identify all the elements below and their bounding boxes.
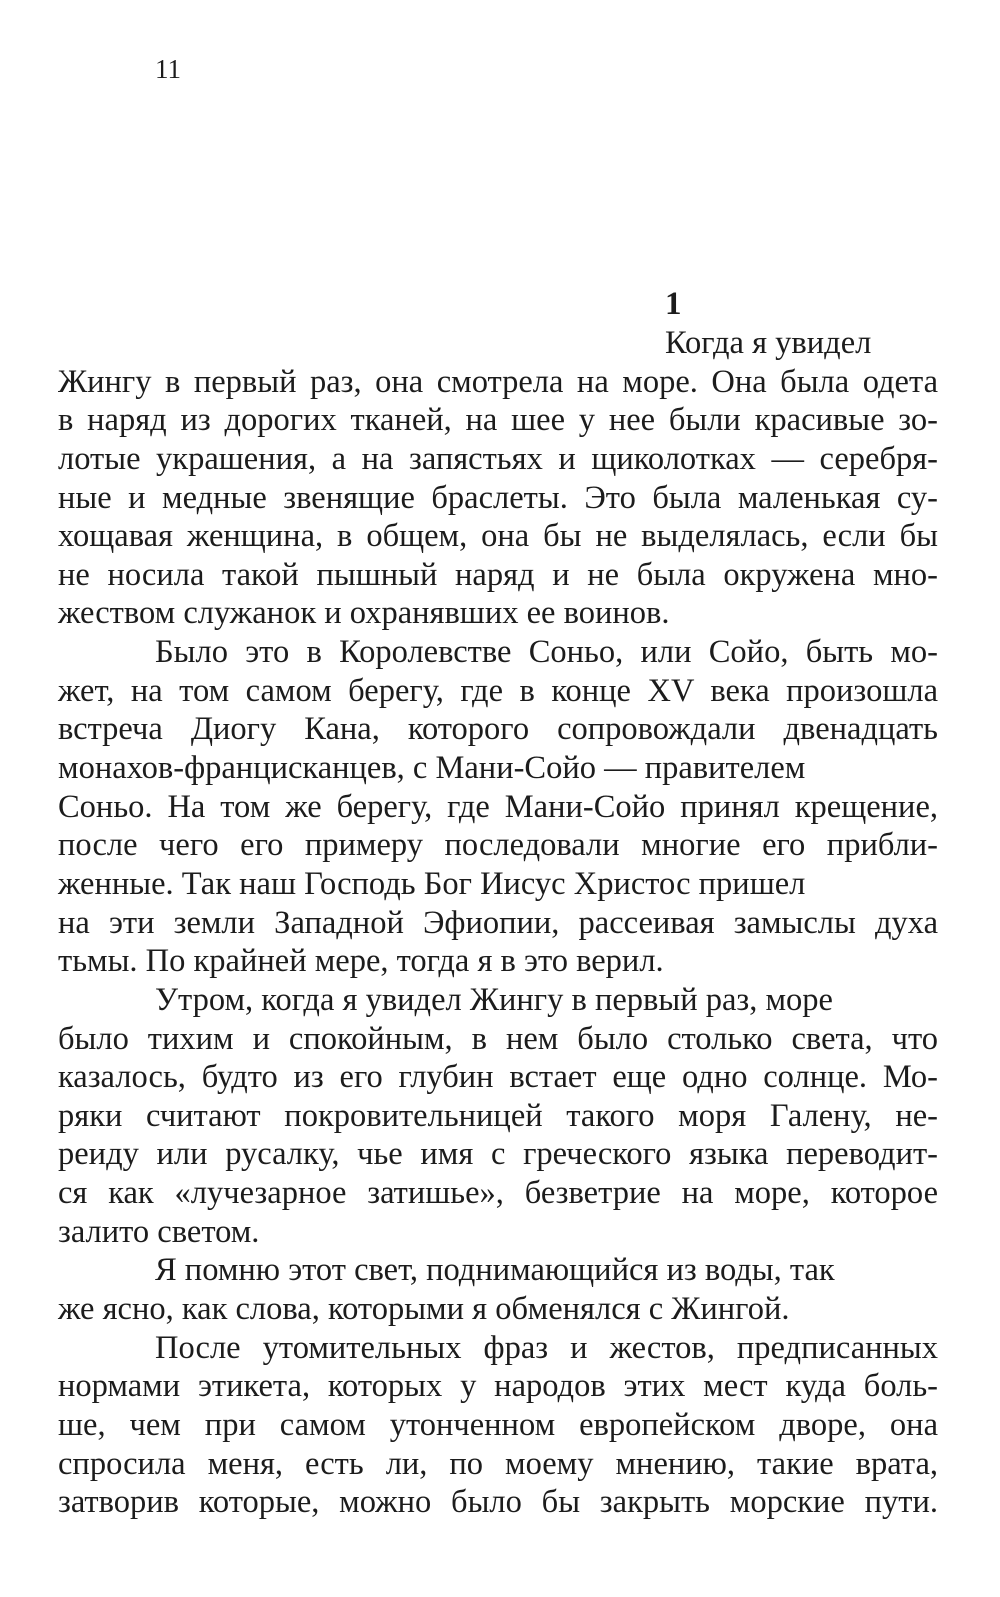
text-line: ше, чем при самом утонченном европейском дворе, она [58,1406,938,1443]
text-line: женные. Так наш Господь Бог Иисус Христос пришел [58,865,806,902]
text-line: в наряд из дорогих тканей, на шее у нее были красивые зо- [58,402,938,439]
text-line: казалось, будто из его глубин встает еще одно солнце. Мо- [58,1059,938,1096]
text-line: жет, на том самом берегу, где в конце XV века произошла [58,672,938,709]
text-line: было тихим и спокойным, в нем было столько света, что [58,1020,938,1057]
text-line: жеством служанок и охранявших ее воинов. [58,595,670,632]
chapter-text [58,324,938,1522]
text-line: же ясно, как слова, которыми я обменялся с Жингой. [58,1291,790,1328]
text-line: монахов-францисканцев, с Мани-Сойо — правителем [58,750,806,787]
chapter-number: 1 [665,286,682,322]
text-line: ные и медные звенящие браслеты. Это была маленькая су- [58,479,938,516]
text-line: хощавая женщина, в общем, она бы не выделялась, если бы [58,518,938,555]
text-line: Соньо. На том же берегу, где Мани-Сойо принял крещение, [58,788,938,825]
text-line: ряки считают покровительницей такого моря Галену, не- [58,1097,938,1134]
text-line: Я помню этот свет, поднимающийся из воды, так [155,1252,835,1289]
text-line: ся как «лучезарное затишье», безветрие на море, которое [58,1175,938,1212]
text-line: реиду или русалку, чье имя с греческого языка переводит- [58,1136,938,1173]
text-line: не носила такой пышный наряд и не была окружена мно- [58,556,938,593]
text-line: Жингу в первый раз, она смотрела на море. Она была одета [58,363,938,400]
text-line: Было это в Королевстве Соньо, или Сойо, быть мо- [155,634,938,671]
text-line: затворив которые, можно было бы закрыть морские пути. [58,1484,938,1521]
page-number: 11 [155,54,181,84]
text-line: залито светом. [58,1213,260,1250]
text-line: после чего его примеру последовали многие его прибли- [58,827,938,864]
text-line: Утром, когда я увидел Жингу в первый раз, море [155,981,833,1018]
text-line: тьмы. По крайней мере, тогда я в это верил. [58,943,664,980]
text-line: спросила меня, есть ли, по моему мнению, такие врата, [58,1445,938,1482]
text-line: нормами этикета, которых у народов этих мест куда боль- [58,1368,938,1405]
text-line: встреча Диогу Кана, которого сопровождали двенадцать [58,711,938,748]
text-line: лотые украшения, а на запястьях и щиколотках — серебря- [58,440,938,477]
text-line: на эти земли Западной Эфиопии, рассеивая замыслы духа [58,904,938,941]
text-line: Когда я увидел [665,325,872,361]
text-line: После утомительных фраз и жестов, предписанных [155,1329,938,1366]
